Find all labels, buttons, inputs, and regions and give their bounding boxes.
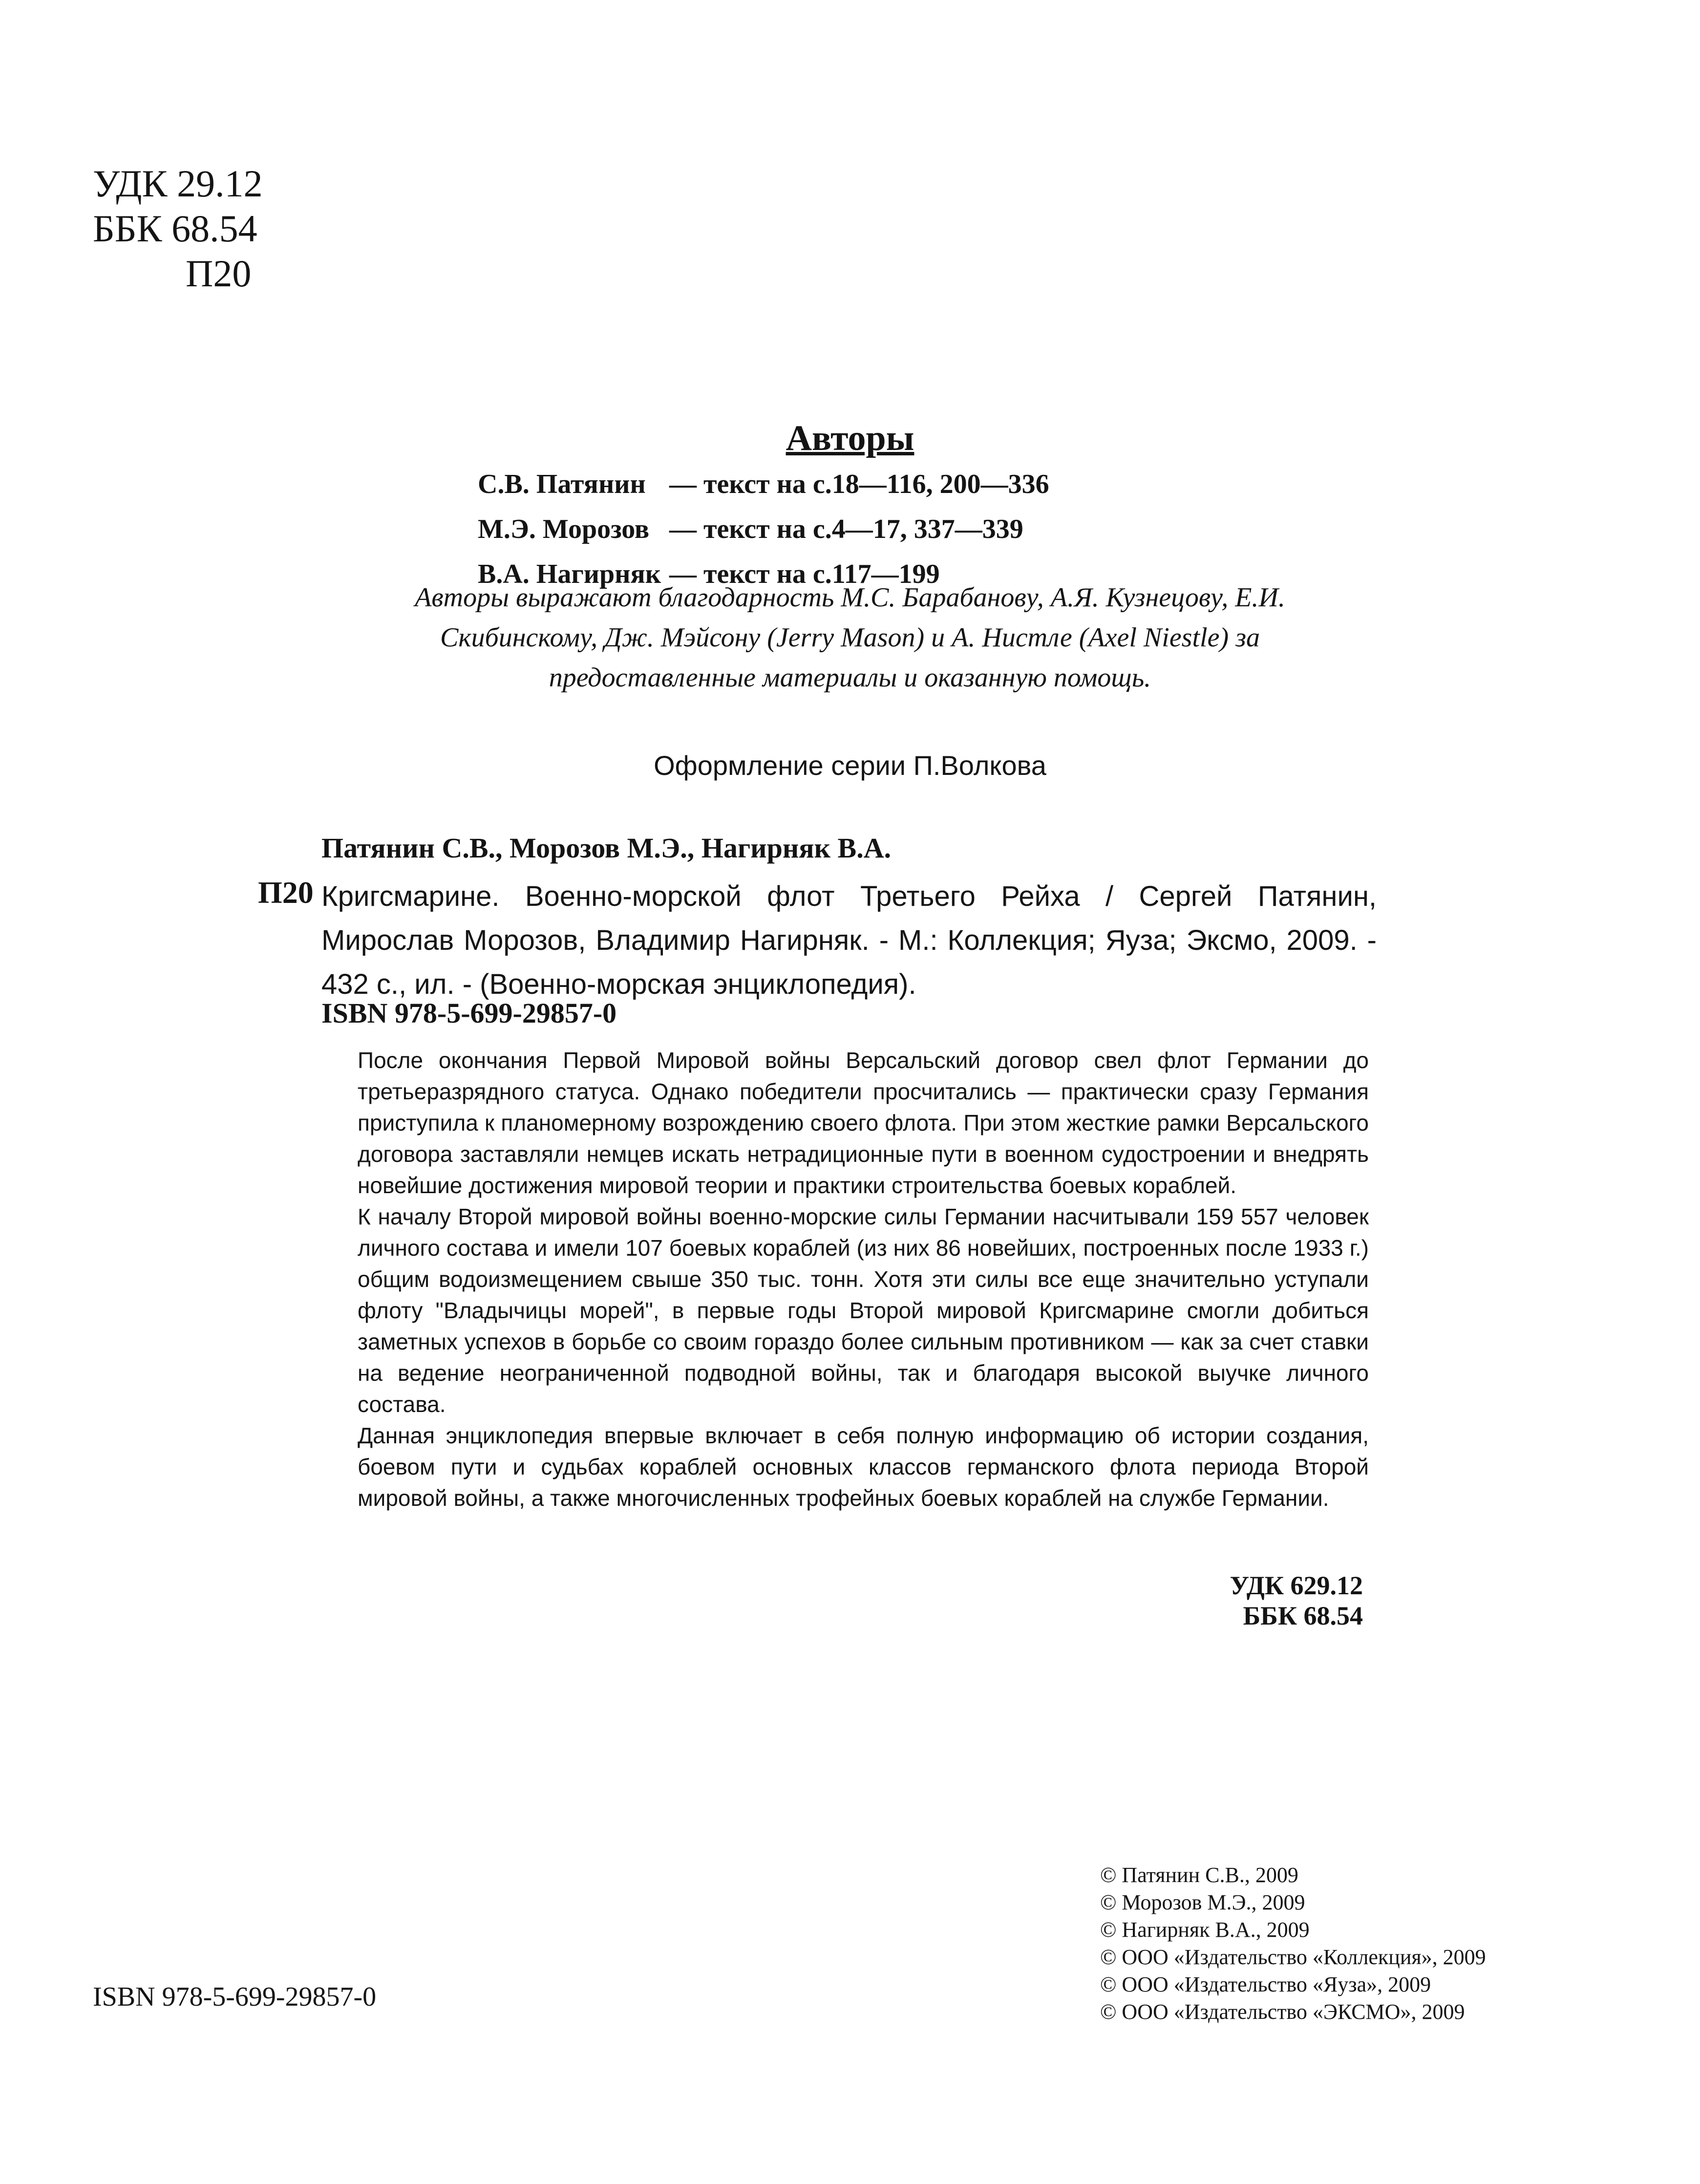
- author-pages: — текст на с.18—116, 200—336: [669, 469, 1049, 499]
- acknowledgements: [274, 578, 1426, 698]
- copyright-line: © ООО «Издательство «ЭКСМО», 2009: [1100, 2000, 1465, 2024]
- copyright-line: © ООО «Издательство «Яуза», 2009: [1100, 1972, 1431, 1996]
- author-row: [478, 507, 1049, 552]
- copyright-line: © ООО «Издательство «Коллекция», 2009: [1100, 1945, 1486, 1969]
- copyright-block: [1100, 1862, 1486, 2026]
- classification-codes: [93, 161, 263, 296]
- acknowledgements-line: предоставленные материалы и оказанную помощь.: [549, 663, 1151, 693]
- copyright-line: © Нагирняк В.А., 2009: [1100, 1918, 1310, 1942]
- bibliographic-authors: Патянин С.В., Морозов М.Э., Нагирняк В.А.: [321, 832, 892, 864]
- udk-code-right: УДК 629.12: [1230, 1571, 1363, 1600]
- author-pages: — текст на с.4—17, 337—339: [669, 514, 1023, 544]
- author-name: С.В. Патянин: [478, 469, 646, 499]
- acknowledgements-line: Авторы выражают благодарность М.С. Барабанову, А.Я. Кузнецову, Е.И.: [415, 582, 1285, 613]
- bibliographic-code: П20: [258, 875, 314, 910]
- bibliographic-description: Кригсмарине. Военно-морской флот Третьего Рейха / Сергей Патянин, Мирослав Морозов, Владимир Нагирняк. - М.: Коллекция; Яуза; Эксмо, 2009. - 432 с., ил. - (Военно-морская энциклопедия).: [321, 880, 1377, 1000]
- authors-heading: Авторы: [786, 418, 914, 458]
- acknowledgements-line: Скибинскому, Дж. Мэйсону (Jerry Mason) и А. Нистле (Axel Niestle) за: [440, 622, 1260, 653]
- annotation: [358, 1045, 1369, 1514]
- copyright-line: © Морозов М.Э., 2009: [1100, 1890, 1305, 1914]
- bbk-code-right: ББК 68.54: [1243, 1601, 1363, 1630]
- series-design-credit: Оформление серии П.Волкова: [654, 750, 1046, 781]
- annotation-paragraph: После окончания Первой Мировой войны Версальский договор свел флот Германии до третьеразрядного статуса. Однако победители просчитались — практически сразу Германия приступила к планомерному возрождению своего флота. При этом жесткие рамки Версальского договора заставляли немцев искать нетрадиционные пути в военном судостроении и внедрять новейшие достижения мировой теории и практики строительства боевых кораблей.: [358, 1048, 1369, 1198]
- udk-code: УДК 29.12: [93, 162, 263, 205]
- annotation-paragraph: К началу Второй мировой войны военно-морские силы Германии насчитывали 159 557 человек личного состава и имели 107 боевых кораблей (из них 86 новейших, построенных после 1933 г.) общим водоизмещением свыше 350 тыс. тонн. Хотя эти силы все еще значительно уступали флоту "Владычицы морей", в первые годы Второй мировой Кригсмарине смогли добиться заметных успехов в борьбе со своим гораздо более сильным противником — как за счет ставки на ведение неограниченной подводной войны, так и благодаря высокой выучке личного состава.: [358, 1204, 1369, 1417]
- annotation-paragraph: Данная энциклопедия впервые включает в себя полную информацию об истории создания, боевом пути и судьбах кораблей основных классов германского флота периода Второй мировой войны, а также многочисленных трофейных боевых кораблей на службе Германии.: [358, 1423, 1369, 1511]
- author-name: В.А. Нагирняк: [478, 559, 661, 589]
- author-name: М.Э. Морозов: [478, 514, 650, 544]
- bbk-code: ББК 68.54: [93, 207, 257, 250]
- authors-table: [478, 462, 1049, 597]
- author-mark-code: П20: [186, 252, 252, 295]
- isbn-main: ISBN 978-5-699-29857-0: [321, 997, 617, 1029]
- author-row: [478, 462, 1049, 507]
- isbn-footer: ISBN 978-5-699-29857-0: [93, 1982, 377, 2012]
- right-classification-codes: [1138, 1570, 1363, 1631]
- copyright-line: © Патянин С.В., 2009: [1100, 1863, 1298, 1887]
- author-pages: — текст на с.117—199: [669, 559, 940, 589]
